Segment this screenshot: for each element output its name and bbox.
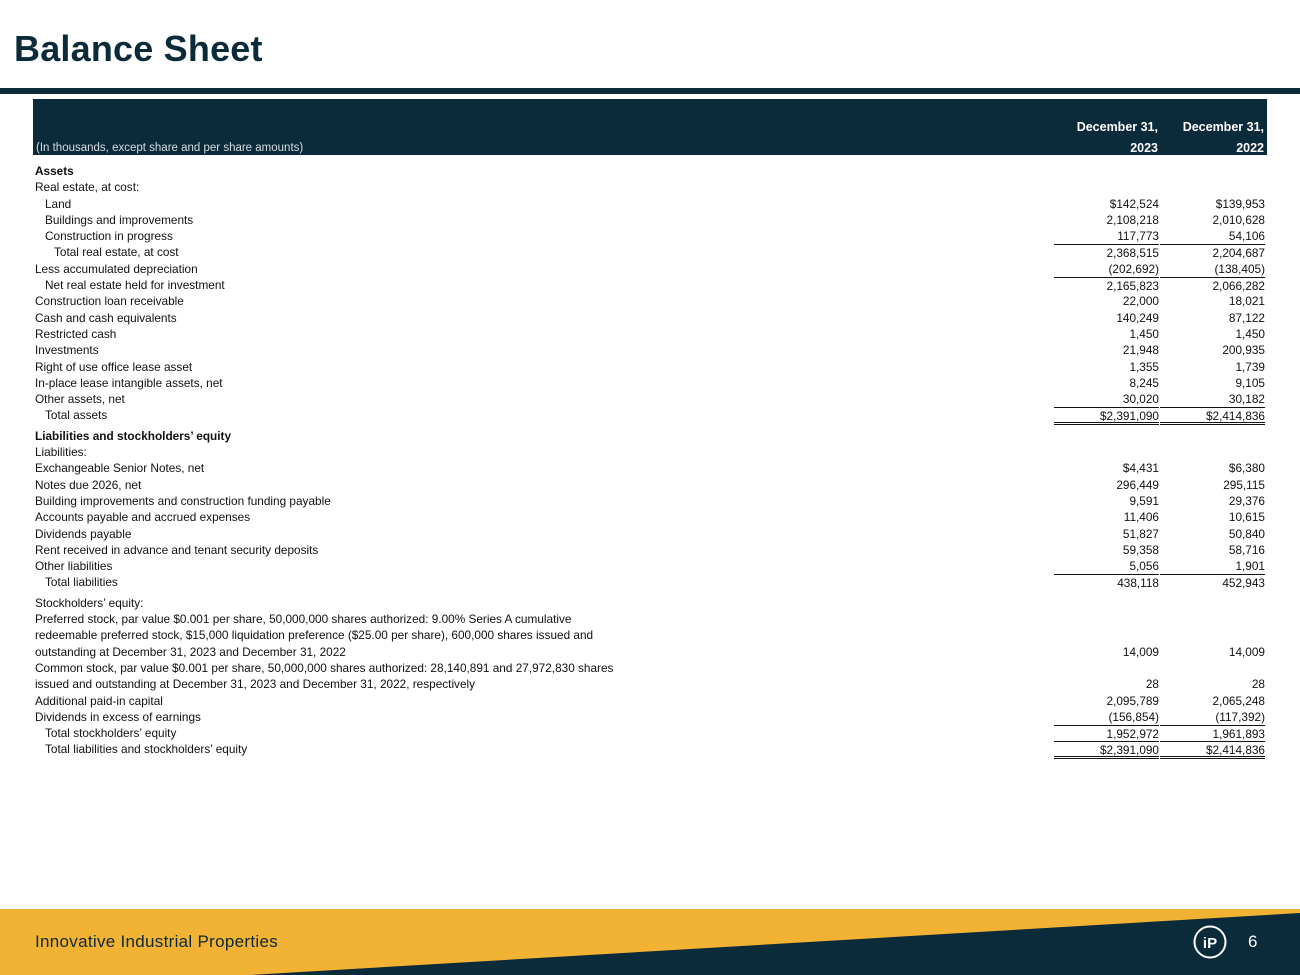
value-2023: 28 <box>1145 677 1159 692</box>
table-row <box>33 261 1267 277</box>
value-2023: 296,449 <box>1116 477 1159 492</box>
value-2022: 295,115 <box>1223 477 1265 492</box>
table-row <box>33 407 1267 423</box>
column-header-2022-line1: December 31, <box>1182 120 1264 134</box>
value-2022: 18,021 <box>1228 294 1265 309</box>
row-label: redeemable preferred stock, $15,000 liquidation preference ($25.00 per share), 600,000 shares issued and <box>35 628 594 643</box>
value-2023: 2,165,823 <box>1054 277 1159 292</box>
value-2023: 59,358 <box>1122 542 1159 557</box>
row-label: Building improvements and construction funding payable <box>35 493 331 508</box>
table-row <box>33 574 1267 590</box>
value-2022: 2,010,628 <box>1212 212 1265 227</box>
value-2022: 54,106 <box>1228 229 1265 244</box>
value-2023: $2,391,090 <box>1054 407 1159 425</box>
table-row <box>33 542 1267 558</box>
section-heading-row <box>33 163 1267 179</box>
table-row <box>33 359 1267 375</box>
row-label: issued and outstanding at December 31, 2023 and December 31, 2022, respectively <box>35 677 476 692</box>
row-label: Construction loan receivable <box>35 294 184 309</box>
value-2022: 1,739 <box>1235 359 1265 374</box>
table-header <box>33 99 1267 155</box>
row-label: outstanding at December 31, 2023 and December 31, 2022 <box>35 644 346 659</box>
value-2022: 9,105 <box>1235 375 1265 390</box>
value-2023: 21,948 <box>1122 343 1159 358</box>
value-2022: (117,392) <box>1215 709 1265 724</box>
row-label: Liabilities and stockholders’ equity <box>35 428 232 443</box>
row-label: Additional paid-in capital <box>35 693 163 708</box>
value-2022: 10,615 <box>1228 510 1265 525</box>
row-label: Rent received in advance and tenant security deposits <box>35 542 319 557</box>
row-label: Cash and cash equivalents <box>35 310 177 325</box>
value-2023: 2,108,218 <box>1106 212 1159 227</box>
row-label: Assets <box>35 164 74 178</box>
table-row <box>33 676 1267 692</box>
table-row <box>33 196 1267 212</box>
row-label: Exchangeable Senior Notes, net <box>35 461 205 476</box>
table-row <box>33 444 1267 460</box>
row-label: Land <box>45 196 72 211</box>
value-2022: 28 <box>1251 677 1265 692</box>
value-2023: 1,450 <box>1129 326 1159 341</box>
table-row <box>33 342 1267 358</box>
value-2023: 30,020 <box>1122 392 1159 407</box>
value-2023: 11,406 <box>1123 510 1159 525</box>
table-row <box>33 693 1267 709</box>
value-2022: 58,716 <box>1228 542 1265 557</box>
table-row <box>33 375 1267 391</box>
row-label: Total real estate, at cost <box>54 245 179 260</box>
company-logo-icon <box>1193 925 1227 959</box>
page-number: 6 <box>1248 932 1258 951</box>
row-label: Common stock, par value $0.001 per share, 50,000,000 shares authorized: 28,140,891 and 27,972,830 shares <box>35 660 614 675</box>
row-label: Restricted cash <box>35 326 117 341</box>
value-2023: 51,827 <box>1122 526 1159 541</box>
table-row <box>33 627 1267 643</box>
column-header-2022-line2: 2022 <box>1236 141 1264 155</box>
table-row <box>33 709 1267 725</box>
table-row <box>33 741 1267 757</box>
row-label: Total stockholders’ equity <box>45 726 177 741</box>
value-2022: (138,405) <box>1214 261 1265 276</box>
row-label: Buildings and improvements <box>45 212 194 227</box>
value-2023: (156,854) <box>1108 709 1159 724</box>
table-row <box>33 526 1267 542</box>
table-row <box>33 595 1267 611</box>
row-label: Right of use office lease asset <box>35 359 193 374</box>
row-label: Construction in progress <box>45 229 173 244</box>
table-row <box>33 611 1267 627</box>
value-2022: 30,182 <box>1228 392 1265 407</box>
value-2023: (202,692) <box>1108 261 1159 276</box>
value-2022: $6,380 <box>1228 461 1265 476</box>
column-header-2022 <box>1164 117 1264 159</box>
row-label: Net real estate held for investment <box>45 278 225 293</box>
value-2023: 117,773 <box>1117 229 1159 244</box>
value-2023: $4,431 <box>1122 461 1159 476</box>
table-body <box>33 163 1267 758</box>
value-2022: 29,376 <box>1228 493 1265 508</box>
value-2022: 87,122 <box>1228 310 1265 325</box>
table-row <box>33 391 1267 407</box>
value-2022: 2,065,248 <box>1212 693 1265 708</box>
row-label: Dividends payable <box>35 526 132 541</box>
title-divider <box>0 88 1300 94</box>
value-2023: 1,355 <box>1129 359 1159 374</box>
value-2023: 2,368,515 <box>1054 244 1159 259</box>
table-row <box>33 558 1267 574</box>
value-2022: $2,414,836 <box>1160 741 1265 759</box>
value-2022: $2,414,836 <box>1160 407 1265 425</box>
column-header-2023 <box>1058 117 1158 159</box>
units-note: (In thousands, except share and per share amounts) <box>36 142 304 154</box>
value-2023: 14,009 <box>1122 644 1159 659</box>
value-2022: 452,943 <box>1160 574 1265 589</box>
value-2023: 9,591 <box>1129 493 1159 508</box>
row-label: Total liabilities and stockholders’ equity <box>45 742 248 757</box>
table-row <box>33 228 1267 244</box>
table-row <box>33 277 1267 293</box>
value-2023: 140,249 <box>1116 310 1159 325</box>
row-label: Accounts payable and accrued expenses <box>35 510 251 525</box>
value-2023: 2,095,789 <box>1106 693 1159 708</box>
column-header-2023-line2: 2023 <box>1130 141 1158 155</box>
row-label: Stockholders’ equity: <box>35 595 144 610</box>
company-name: Innovative Industrial Properties <box>35 932 279 951</box>
table-row <box>33 477 1267 493</box>
value-2023: 22,000 <box>1122 294 1159 309</box>
value-2023: $142,524 <box>1109 196 1159 211</box>
row-label: Notes due 2026, net <box>35 477 142 492</box>
table-row <box>33 293 1267 309</box>
table-row <box>33 326 1267 342</box>
value-2022: 200,935 <box>1222 343 1265 358</box>
table-row <box>33 310 1267 326</box>
page-title: Balance Sheet <box>14 28 263 69</box>
table-row <box>33 244 1267 260</box>
value-2022: $139,953 <box>1215 196 1265 211</box>
table-row <box>33 460 1267 476</box>
value-2023: 8,245 <box>1129 375 1159 390</box>
table-row <box>33 644 1267 660</box>
value-2022: 1,901 <box>1235 559 1265 574</box>
row-label: Other liabilities <box>35 559 113 574</box>
row-label: Total assets <box>45 408 108 423</box>
row-label: Preferred stock, par value $0.001 per share, 50,000,000 shares authorized: 9.00% Series A cumulative <box>35 612 572 627</box>
row-label: Investments <box>35 343 99 358</box>
value-2023: 1,952,972 <box>1054 725 1159 740</box>
table-row <box>33 509 1267 525</box>
value-2022: 14,009 <box>1228 644 1265 659</box>
value-2022: 50,840 <box>1228 526 1265 541</box>
table-row <box>33 212 1267 228</box>
value-2023: $2,391,090 <box>1054 741 1159 759</box>
row-label: Liabilities: <box>35 445 87 460</box>
balance-sheet-table <box>33 99 1267 758</box>
row-label: Real estate, at cost: <box>35 180 140 195</box>
table-row <box>33 725 1267 741</box>
logo-text: iP <box>1202 935 1218 952</box>
table-row <box>33 179 1267 195</box>
column-header-2023-line1: December 31, <box>1076 120 1158 134</box>
table-row <box>33 493 1267 509</box>
row-label: Total liabilities <box>45 575 118 590</box>
value-2022: 1,961,893 <box>1160 725 1265 740</box>
section-heading-row <box>33 428 1267 444</box>
row-label: Less accumulated depreciation <box>35 261 198 276</box>
row-label: In-place lease intangible assets, net <box>35 375 223 390</box>
value-2022: 2,066,282 <box>1160 277 1265 292</box>
value-2022: 2,204,687 <box>1160 244 1265 259</box>
value-2022: 1,450 <box>1235 326 1265 341</box>
row-label: Dividends in excess of earnings <box>35 709 201 724</box>
value-2023: 438,118 <box>1054 574 1159 589</box>
row-label: Other assets, net <box>35 392 125 407</box>
value-2023: 5,056 <box>1129 559 1159 574</box>
table-row <box>33 660 1267 676</box>
